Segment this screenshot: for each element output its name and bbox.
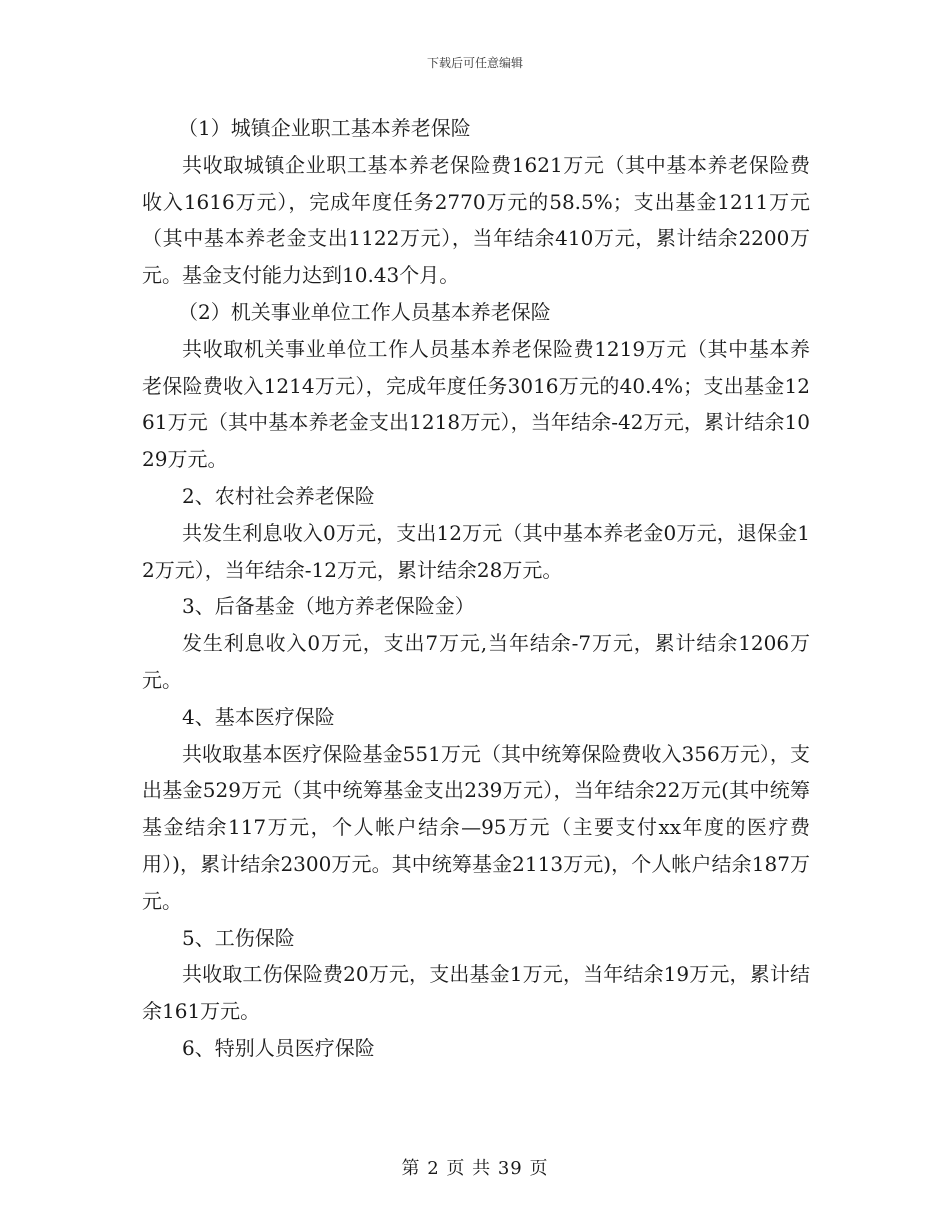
- section-heading-5: 5、工伤保险: [182, 925, 295, 950]
- section-heading-2: 2、农村社会养老保险: [182, 483, 375, 508]
- section-body-1-2: 共收取机关事业单位工作人员基本养老保险费1219万元（其中基本养老保险费收入1214万元），完成年度任务3016万元的40.4%；支出基金1261万元（其中基本养老金支出1218万元），当年结余-42万元，累计结余1029万元。: [142, 336, 810, 472]
- page-header: 下载后可任意编辑: [426, 56, 523, 70]
- section-body-1-1: 共收取城镇企业职工基本养老保险费1621万元（其中基本养老保险费收入1616万元），完成年度任务2770万元的58.5%；支出基金1211万元（其中基本养老金支出1122万元），当年结余410万元，累计结余2200万元。基金支付能力达到10.43个月。: [142, 152, 810, 288]
- section-heading-4: 4、基本医疗保险: [182, 704, 335, 729]
- section-body-2: 共发生利息收入0万元，支出12万元（其中基本养老金0万元，退保金12万元），当年结余-12万元，累计结余28万元。: [142, 520, 810, 582]
- section-body-4: 共收取基本医疗保险基金551万元（其中统筹保险费收入356万元），支出基金529万元（其中统筹基金支出239万元），当年结余22万元(其中统筹基金结余117万元，个人帐户结余—95万元（主要支付xx年度的医疗费用）)，累计结余2300万元。其中统筹基金2113万元)，个人帐户结余187万元。: [142, 741, 810, 913]
- section-heading-6: 6、特别人员医疗保险: [182, 1035, 375, 1060]
- page-number: 第 2 页 共 39 页: [401, 1158, 549, 1179]
- section-heading-1-2: （2）机关事业单位工作人员基本养老保险: [178, 299, 551, 324]
- section-body-3: 发生利息收入0万元，支出7万元,当年结余-7万元，累计结余1206万元。: [142, 631, 810, 692]
- section-heading-1-1: （1）城镇企业职工基本养老保险: [178, 116, 471, 140]
- document-body: [142, 110, 810, 1067]
- section-body-5: 共收取工伤保险费20万元，支出基金1万元，当年结余19万元，累计结余161万元。: [142, 962, 810, 1024]
- section-heading-3: 3、后备基金（地方养老保险金）: [182, 594, 475, 619]
